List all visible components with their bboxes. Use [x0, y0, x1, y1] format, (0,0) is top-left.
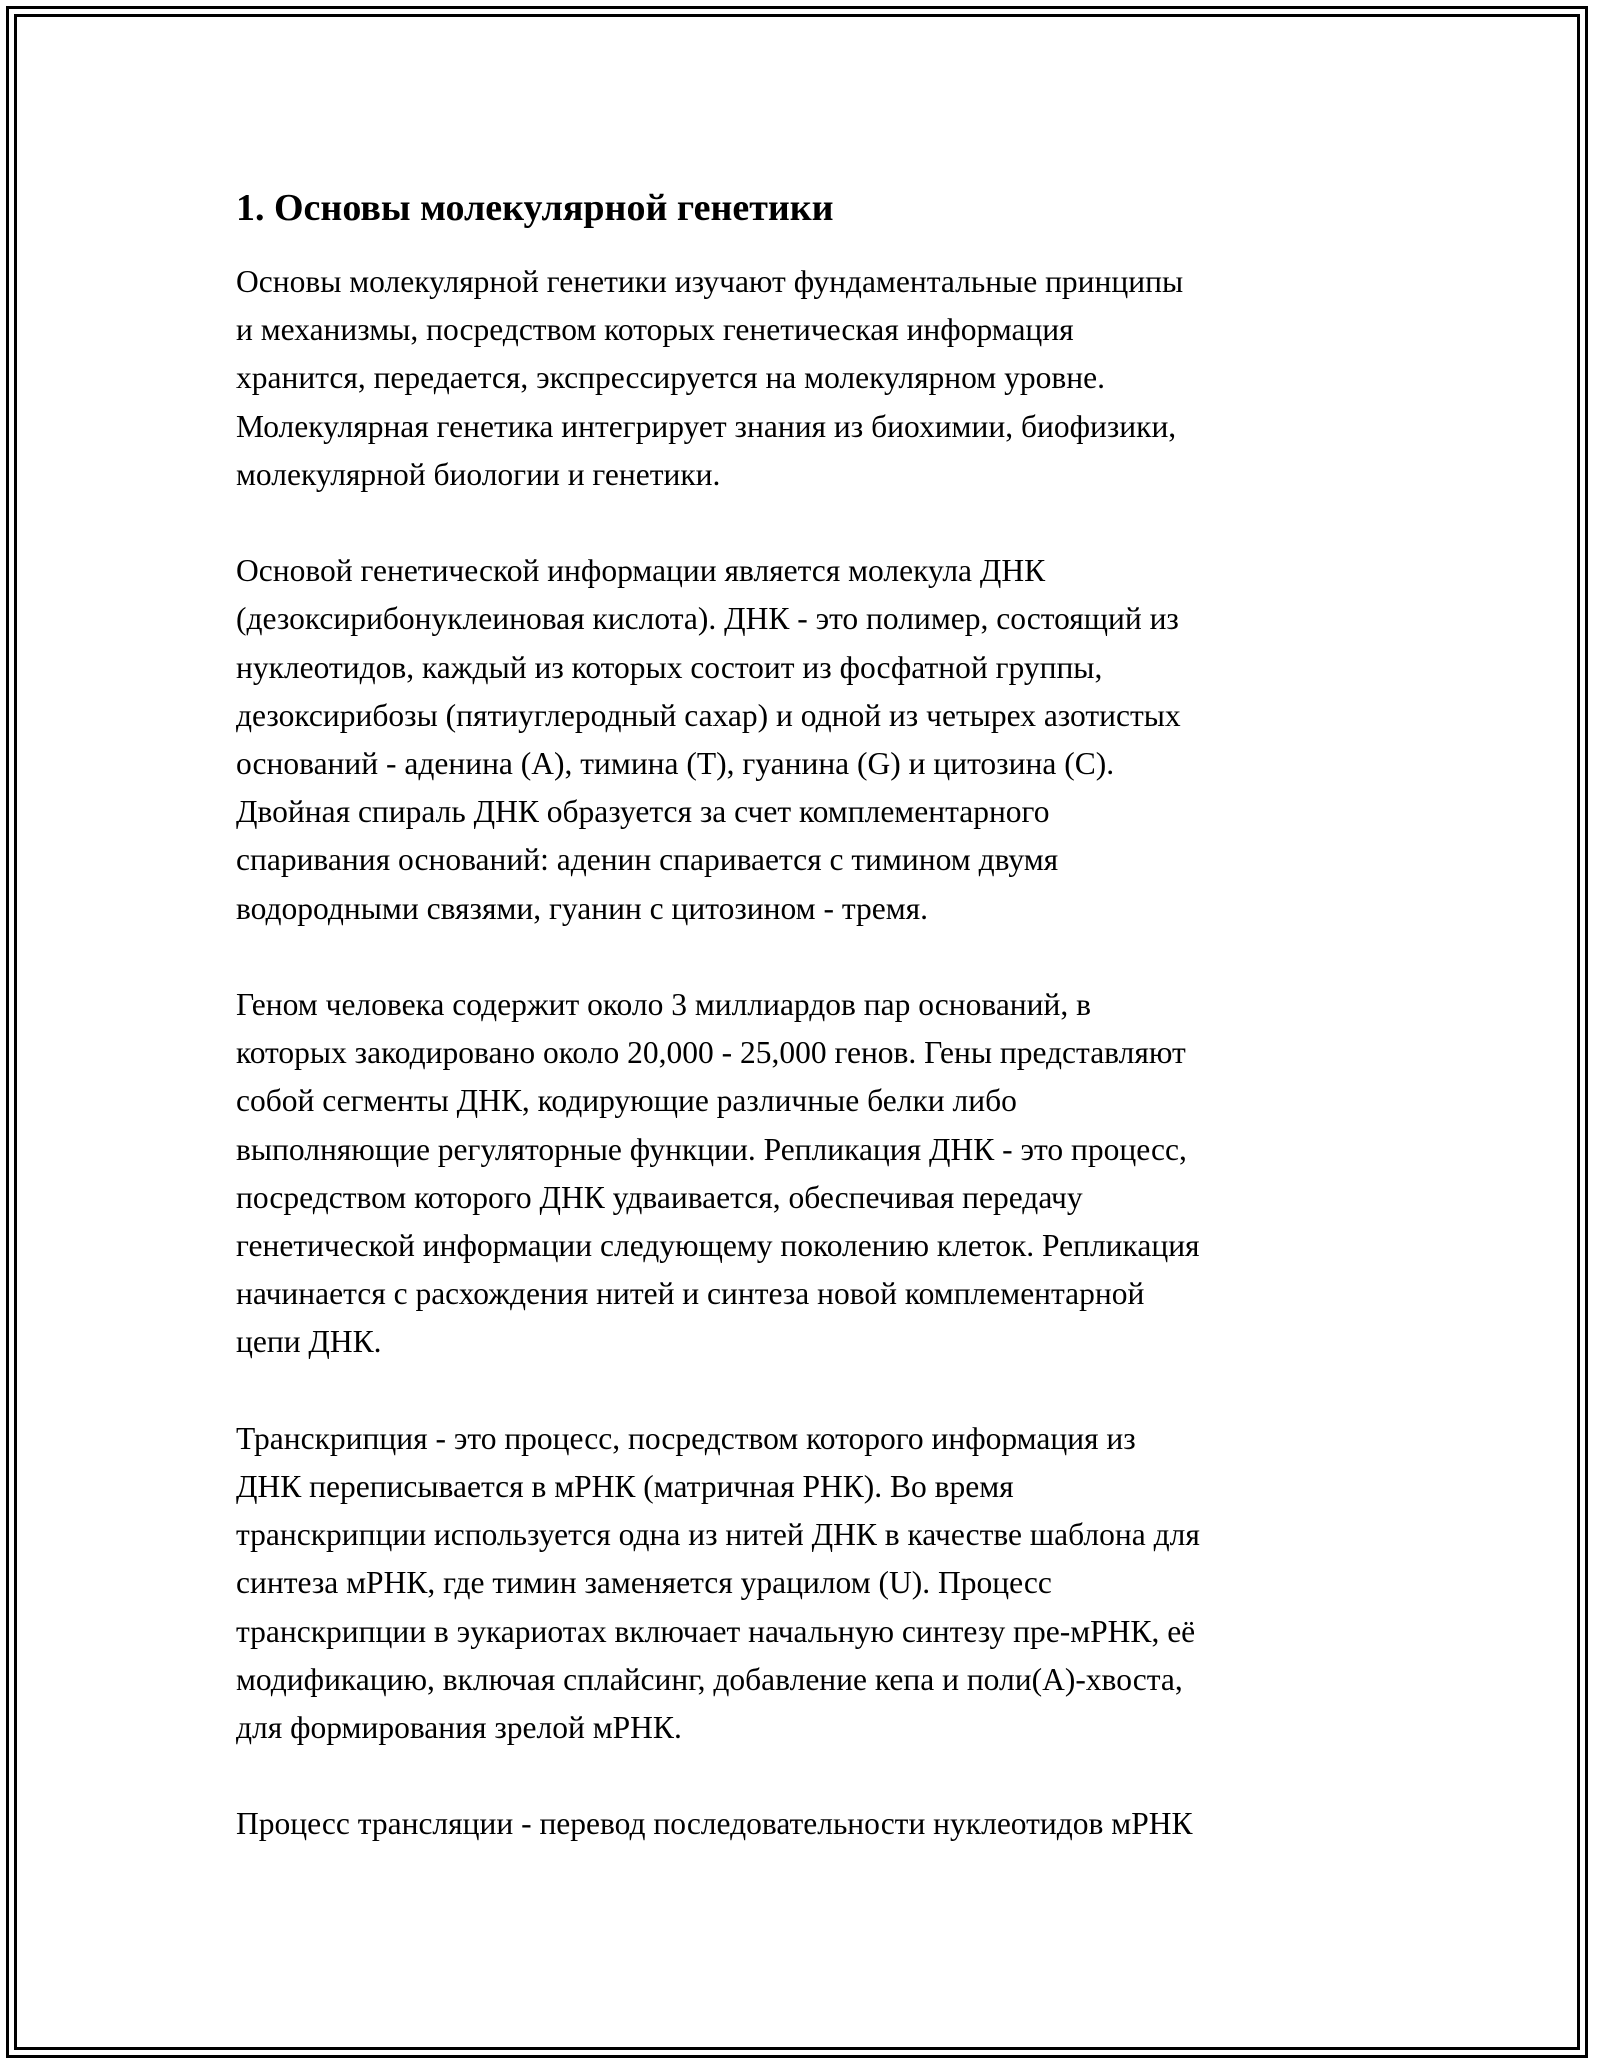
paragraph-line: Молекулярная генетика интегрирует знания из биохимии, биофизики,	[236, 408, 1177, 444]
paragraph-line: Двойная спираль ДНК образуется за счет комплементарного	[236, 794, 1050, 830]
paragraph-line: спаривания оснований: аденин спаривается с тимином двумя	[236, 842, 1059, 878]
paragraph-line: водородными связями, гуанин с цитозином - тремя.	[236, 890, 929, 926]
paragraph-line: выполняющие регуляторные функции. Репликация ДНК - это процесс,	[236, 1131, 1187, 1167]
paragraph-line: собой сегменты ДНК, кодирующие различные белки либо	[236, 1083, 1017, 1119]
paragraph-line: Геном человека содержит около 3 миллиардов пар оснований, в	[236, 987, 1092, 1023]
paragraph-line: генетической информации следующему поколению клеток. Репликация	[236, 1228, 1200, 1264]
paragraph-genome	[236, 981, 1366, 1367]
paragraph-line: Основой генетической информации является молекула ДНК	[236, 553, 1046, 589]
paragraph-line: дезоксирибозы (пятиуглеродный сахар) и одной из четырех азотистых	[236, 697, 1181, 733]
paragraph-line: Транскрипция - это процесс, посредством которого информация из	[236, 1420, 1136, 1456]
paragraph-line: молекулярной биологии и генетики.	[236, 456, 721, 492]
document-body	[236, 184, 1366, 1897]
paragraph-line: и механизмы, посредством которых генетическая информация	[236, 312, 1074, 348]
paragraph-line: Основы молекулярной генетики изучают фундаментальные принципы	[236, 264, 1184, 299]
paragraph-line: синтеза мРНК, где тимин заменяется урацилом (U). Процесс	[236, 1565, 1052, 1601]
paragraph-line: которых закодировано около 20,000 - 25,000 генов. Гены представляют	[236, 1035, 1186, 1071]
paragraph-translation	[236, 1800, 1366, 1848]
paragraph-line: нуклеотидов, каждый из которых состоит из фосфатной группы,	[236, 649, 1103, 685]
paragraph-line: хранится, передается, экспрессируется на молекулярном уровне.	[236, 360, 1105, 396]
paragraph-line: транскрипции используется одна из нитей ДНК в качестве шаблона для	[236, 1517, 1200, 1553]
paragraph-line: Процесс трансляции - перевод последовательности нуклеотидов мРНК	[236, 1806, 1193, 1842]
paragraph-line: модификацию, включая сплайсинг, добавление кепа и поли(A)-хвоста,	[236, 1661, 1183, 1697]
paragraph-intro	[236, 258, 1366, 499]
paragraph-line: начинается с расхождения нитей и синтеза новой комплементарной	[236, 1276, 1145, 1312]
paragraph-line: цепи ДНК.	[236, 1324, 382, 1360]
paragraph-line: (дезоксирибонуклеиновая кислота). ДНК - это полимер, состоящий из	[236, 601, 1179, 637]
section-heading: 1. Основы молекулярной генетики	[236, 187, 834, 229]
paragraph-transcription	[236, 1415, 1366, 1752]
paragraph-line: транскрипции в эукариотах включает начальную синтезу пре-мРНК, её	[236, 1613, 1196, 1649]
paragraph-dna	[236, 547, 1366, 933]
paragraph-line: ДНК переписывается в мРНК (матричная РНК). Во время	[236, 1469, 1014, 1505]
paragraph-line: посредством которого ДНК удваивается, обеспечивая передачу	[236, 1179, 1083, 1215]
paragraph-line: оснований - аденина (A), тимина (T), гуанина (G) и цитозина (C).	[236, 746, 1115, 782]
paragraph-line: для формирования зрелой мРНК.	[236, 1710, 682, 1746]
